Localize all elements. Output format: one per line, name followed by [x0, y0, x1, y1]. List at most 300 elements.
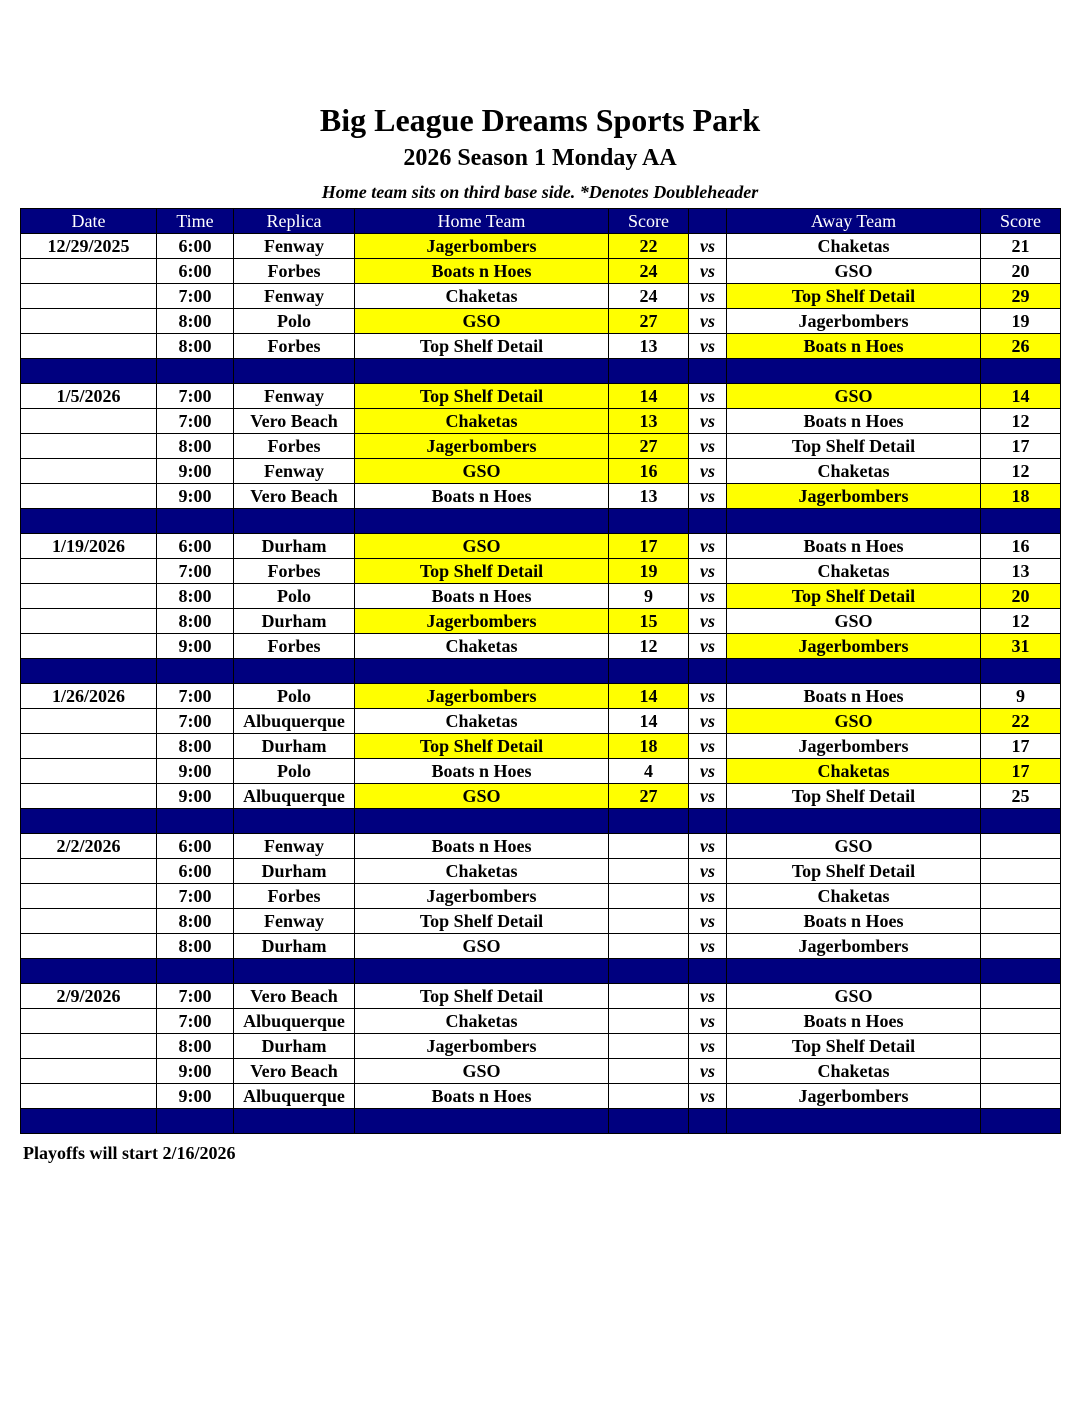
col-header-home-score: Score: [609, 209, 689, 234]
away-team: Jagerbombers: [727, 309, 981, 334]
game-time: 9:00: [157, 1059, 234, 1084]
away-score: 17: [981, 759, 1061, 784]
game-date: [21, 1059, 157, 1084]
schedule-table: [20, 208, 1061, 1134]
game-date: 1/26/2026: [21, 684, 157, 709]
season-subtitle: 2026 Season 1 Monday AA: [403, 145, 677, 171]
schedule-note: Home team sits on third base side. *Denotes Doubleheader: [321, 182, 759, 202]
game-time: 8:00: [157, 734, 234, 759]
game-row: [21, 684, 1061, 709]
home-team: Jagerbombers: [355, 609, 609, 634]
away-team: GSO: [727, 709, 981, 734]
away-team: Boats n Hoes: [727, 684, 981, 709]
game-date: [21, 784, 157, 809]
vs-label: vs: [689, 384, 727, 409]
game-date: [21, 1084, 157, 1109]
game-field: Vero Beach: [234, 409, 355, 434]
vs-label: vs: [689, 834, 727, 859]
game-field: Fenway: [234, 384, 355, 409]
separator-cell: [21, 959, 157, 984]
home-score: 22: [609, 234, 689, 259]
home-team: Boats n Hoes: [355, 584, 609, 609]
away-team: GSO: [727, 834, 981, 859]
separator-cell: [609, 509, 689, 534]
col-header-away-team: Away Team: [727, 209, 981, 234]
game-field: Albuquerque: [234, 784, 355, 809]
game-field: Durham: [234, 609, 355, 634]
separator-cell: [355, 359, 609, 384]
game-field: Vero Beach: [234, 484, 355, 509]
game-date: 1/5/2026: [21, 384, 157, 409]
separator-cell: [157, 359, 234, 384]
away-team: GSO: [727, 984, 981, 1009]
vs-label: vs: [689, 884, 727, 909]
separator-cell: [21, 509, 157, 534]
game-row: [21, 459, 1061, 484]
game-field: Polo: [234, 759, 355, 784]
vs-label: vs: [689, 784, 727, 809]
game-date: [21, 859, 157, 884]
separator-cell: [157, 809, 234, 834]
game-field: Polo: [234, 684, 355, 709]
separator-cell: [234, 509, 355, 534]
separator-cell: [981, 359, 1061, 384]
game-date: [21, 434, 157, 459]
game-time: 7:00: [157, 709, 234, 734]
game-time: 8:00: [157, 934, 234, 959]
separator-cell: [157, 1109, 234, 1134]
home-team: Jagerbombers: [355, 1034, 609, 1059]
week-separator: [21, 509, 1061, 534]
game-field: Durham: [234, 934, 355, 959]
page-title: Big League Dreams Sports Park: [319, 102, 761, 138]
away-score: 12: [981, 459, 1061, 484]
game-time: 6:00: [157, 534, 234, 559]
game-time: 9:00: [157, 784, 234, 809]
home-team: Boats n Hoes: [355, 834, 609, 859]
home-team: Chaketas: [355, 409, 609, 434]
away-score: 9: [981, 684, 1061, 709]
home-score: 24: [609, 284, 689, 309]
away-team: Chaketas: [727, 234, 981, 259]
vs-label: vs: [689, 434, 727, 459]
game-date: 1/19/2026: [21, 534, 157, 559]
home-team: Top Shelf Detail: [355, 559, 609, 584]
away-score: [981, 859, 1061, 884]
game-field: Fenway: [234, 234, 355, 259]
col-header-replica: Replica: [234, 209, 355, 234]
home-team: Jagerbombers: [355, 434, 609, 459]
home-score: 12: [609, 634, 689, 659]
separator-cell: [355, 959, 609, 984]
game-date: [21, 609, 157, 634]
home-score: [609, 1034, 689, 1059]
home-team: Chaketas: [355, 284, 609, 309]
game-row: [21, 559, 1061, 584]
vs-label: vs: [689, 909, 727, 934]
game-date: [21, 709, 157, 734]
separator-cell: [234, 659, 355, 684]
separator-cell: [727, 659, 981, 684]
away-score: 17: [981, 734, 1061, 759]
away-score: [981, 909, 1061, 934]
away-team: Top Shelf Detail: [727, 284, 981, 309]
away-team: Chaketas: [727, 759, 981, 784]
col-header-time: Time: [157, 209, 234, 234]
away-score: 29: [981, 284, 1061, 309]
game-row: [21, 484, 1061, 509]
away-team: GSO: [727, 259, 981, 284]
home-team: GSO: [355, 1059, 609, 1084]
game-field: Vero Beach: [234, 1059, 355, 1084]
separator-cell: [981, 959, 1061, 984]
away-score: 20: [981, 259, 1061, 284]
game-time: 7:00: [157, 684, 234, 709]
game-time: 7:00: [157, 1009, 234, 1034]
away-team: GSO: [727, 609, 981, 634]
away-score: [981, 1059, 1061, 1084]
week-separator: [21, 809, 1061, 834]
away-score: 25: [981, 784, 1061, 809]
game-date: [21, 759, 157, 784]
home-score: 14: [609, 684, 689, 709]
vs-label: vs: [689, 534, 727, 559]
separator-cell: [981, 1109, 1061, 1134]
game-date: [21, 484, 157, 509]
separator-cell: [157, 659, 234, 684]
vs-label: vs: [689, 1084, 727, 1109]
separator-cell: [21, 359, 157, 384]
game-row: [21, 934, 1061, 959]
home-score: [609, 884, 689, 909]
home-score: [609, 1059, 689, 1084]
game-row: [21, 834, 1061, 859]
home-team: Jagerbombers: [355, 234, 609, 259]
game-row: [21, 384, 1061, 409]
away-team: Boats n Hoes: [727, 1009, 981, 1034]
separator-cell: [609, 659, 689, 684]
separator-cell: [689, 959, 727, 984]
separator-cell: [609, 809, 689, 834]
game-date: [21, 734, 157, 759]
separator-cell: [609, 1109, 689, 1134]
game-field: Fenway: [234, 909, 355, 934]
game-field: Durham: [234, 859, 355, 884]
away-score: 19: [981, 309, 1061, 334]
away-score: 26: [981, 334, 1061, 359]
vs-label: vs: [689, 284, 727, 309]
home-team: Boats n Hoes: [355, 259, 609, 284]
home-score: 15: [609, 609, 689, 634]
home-score: 27: [609, 434, 689, 459]
week-separator: [21, 359, 1061, 384]
away-score: 14: [981, 384, 1061, 409]
game-row: [21, 584, 1061, 609]
away-team: Chaketas: [727, 459, 981, 484]
game-row: [21, 309, 1061, 334]
game-row: [21, 884, 1061, 909]
separator-cell: [689, 1109, 727, 1134]
separator-cell: [727, 359, 981, 384]
game-field: Durham: [234, 734, 355, 759]
away-score: [981, 1084, 1061, 1109]
game-row: [21, 984, 1061, 1009]
game-field: Durham: [234, 534, 355, 559]
game-date: [21, 559, 157, 584]
vs-label: vs: [689, 1059, 727, 1084]
separator-cell: [689, 809, 727, 834]
week-separator: [21, 1109, 1061, 1134]
away-score: [981, 984, 1061, 1009]
away-team: Chaketas: [727, 884, 981, 909]
separator-cell: [689, 509, 727, 534]
game-time: 8:00: [157, 909, 234, 934]
game-field: Forbes: [234, 434, 355, 459]
away-team: Chaketas: [727, 1059, 981, 1084]
vs-label: vs: [689, 684, 727, 709]
vs-label: vs: [689, 1009, 727, 1034]
game-time: 9:00: [157, 759, 234, 784]
home-score: [609, 1084, 689, 1109]
vs-label: vs: [689, 609, 727, 634]
home-score: 9: [609, 584, 689, 609]
home-team: Boats n Hoes: [355, 484, 609, 509]
home-team: Jagerbombers: [355, 884, 609, 909]
home-score: 4: [609, 759, 689, 784]
home-score: 13: [609, 484, 689, 509]
game-field: Forbes: [234, 259, 355, 284]
game-time: 6:00: [157, 834, 234, 859]
away-team: Boats n Hoes: [727, 409, 981, 434]
separator-cell: [234, 1109, 355, 1134]
away-team: Jagerbombers: [727, 734, 981, 759]
game-row: [21, 784, 1061, 809]
home-team: GSO: [355, 309, 609, 334]
home-team: Chaketas: [355, 859, 609, 884]
away-score: 16: [981, 534, 1061, 559]
vs-label: vs: [689, 709, 727, 734]
game-row: [21, 409, 1061, 434]
game-time: 9:00: [157, 634, 234, 659]
game-field: Durham: [234, 1034, 355, 1059]
vs-label: vs: [689, 734, 727, 759]
game-date: [21, 409, 157, 434]
home-team: GSO: [355, 934, 609, 959]
home-team: GSO: [355, 784, 609, 809]
game-row: [21, 284, 1061, 309]
game-time: 8:00: [157, 334, 234, 359]
game-row: [21, 609, 1061, 634]
away-team: GSO: [727, 384, 981, 409]
game-row: [21, 859, 1061, 884]
separator-cell: [727, 1109, 981, 1134]
home-score: 18: [609, 734, 689, 759]
game-time: 9:00: [157, 459, 234, 484]
home-team: GSO: [355, 459, 609, 484]
away-team: Boats n Hoes: [727, 534, 981, 559]
game-row: [21, 534, 1061, 559]
separator-cell: [21, 1109, 157, 1134]
away-team: Jagerbombers: [727, 1084, 981, 1109]
home-score: 16: [609, 459, 689, 484]
vs-label: vs: [689, 334, 727, 359]
home-score: [609, 834, 689, 859]
vs-label: vs: [689, 759, 727, 784]
game-time: 8:00: [157, 609, 234, 634]
away-team: Jagerbombers: [727, 634, 981, 659]
away-score: [981, 884, 1061, 909]
game-time: 7:00: [157, 284, 234, 309]
home-team: Chaketas: [355, 1009, 609, 1034]
game-row: [21, 909, 1061, 934]
game-field: Fenway: [234, 834, 355, 859]
vs-label: vs: [689, 309, 727, 334]
home-score: [609, 909, 689, 934]
separator-cell: [234, 809, 355, 834]
game-date: [21, 634, 157, 659]
game-time: 6:00: [157, 859, 234, 884]
game-field: Polo: [234, 584, 355, 609]
vs-label: vs: [689, 559, 727, 584]
separator-cell: [609, 359, 689, 384]
separator-cell: [234, 359, 355, 384]
game-row: [21, 234, 1061, 259]
game-row: [21, 434, 1061, 459]
col-header-home-team: Home Team: [355, 209, 609, 234]
game-time: 9:00: [157, 484, 234, 509]
away-score: 31: [981, 634, 1061, 659]
col-header-away-score: Score: [981, 209, 1061, 234]
home-team: Top Shelf Detail: [355, 734, 609, 759]
separator-cell: [234, 959, 355, 984]
game-date: [21, 284, 157, 309]
game-time: 7:00: [157, 384, 234, 409]
away-team: Top Shelf Detail: [727, 434, 981, 459]
game-time: 7:00: [157, 884, 234, 909]
away-team: Boats n Hoes: [727, 909, 981, 934]
away-team: Chaketas: [727, 559, 981, 584]
game-time: 8:00: [157, 584, 234, 609]
home-score: 27: [609, 784, 689, 809]
game-time: 6:00: [157, 234, 234, 259]
col-header-date: Date: [21, 209, 157, 234]
away-team: Top Shelf Detail: [727, 784, 981, 809]
separator-cell: [689, 359, 727, 384]
separator-cell: [981, 809, 1061, 834]
separator-cell: [157, 509, 234, 534]
separator-cell: [355, 1109, 609, 1134]
away-score: 12: [981, 609, 1061, 634]
away-team: Top Shelf Detail: [727, 859, 981, 884]
game-time: 6:00: [157, 259, 234, 284]
home-team: GSO: [355, 534, 609, 559]
game-field: Albuquerque: [234, 1084, 355, 1109]
game-time: 8:00: [157, 434, 234, 459]
vs-label: vs: [689, 484, 727, 509]
away-score: [981, 934, 1061, 959]
home-score: [609, 859, 689, 884]
home-team: Top Shelf Detail: [355, 384, 609, 409]
vs-label: vs: [689, 459, 727, 484]
vs-label: vs: [689, 234, 727, 259]
home-team: Boats n Hoes: [355, 759, 609, 784]
away-score: [981, 1009, 1061, 1034]
vs-label: vs: [689, 409, 727, 434]
away-score: 17: [981, 434, 1061, 459]
away-team: Jagerbombers: [727, 934, 981, 959]
away-team: Top Shelf Detail: [727, 1034, 981, 1059]
separator-cell: [727, 509, 981, 534]
separator-cell: [21, 659, 157, 684]
week-separator: [21, 959, 1061, 984]
col-header-vs: [689, 209, 727, 234]
game-field: Fenway: [234, 284, 355, 309]
home-team: Jagerbombers: [355, 684, 609, 709]
game-row: [21, 1084, 1061, 1109]
game-date: [21, 334, 157, 359]
game-field: Vero Beach: [234, 984, 355, 1009]
away-team: Top Shelf Detail: [727, 584, 981, 609]
game-time: 7:00: [157, 559, 234, 584]
vs-label: vs: [689, 634, 727, 659]
game-field: Polo: [234, 309, 355, 334]
away-score: [981, 1034, 1061, 1059]
home-team: Boats n Hoes: [355, 1084, 609, 1109]
game-time: 7:00: [157, 409, 234, 434]
game-row: [21, 634, 1061, 659]
vs-label: vs: [689, 984, 727, 1009]
game-time: 9:00: [157, 1084, 234, 1109]
game-field: Albuquerque: [234, 709, 355, 734]
separator-cell: [355, 509, 609, 534]
game-row: [21, 259, 1061, 284]
separator-cell: [981, 509, 1061, 534]
game-row: [21, 709, 1061, 734]
game-date: [21, 259, 157, 284]
game-date: [21, 459, 157, 484]
away-score: [981, 834, 1061, 859]
home-team: Chaketas: [355, 709, 609, 734]
away-score: 21: [981, 234, 1061, 259]
vs-label: vs: [689, 584, 727, 609]
game-date: 2/2/2026: [21, 834, 157, 859]
game-date: [21, 1009, 157, 1034]
vs-label: vs: [689, 259, 727, 284]
away-score: 12: [981, 409, 1061, 434]
game-field: Fenway: [234, 459, 355, 484]
game-date: 2/9/2026: [21, 984, 157, 1009]
game-date: [21, 934, 157, 959]
vs-label: vs: [689, 1034, 727, 1059]
separator-cell: [355, 809, 609, 834]
home-score: [609, 984, 689, 1009]
game-field: Forbes: [234, 884, 355, 909]
game-row: [21, 734, 1061, 759]
home-team: Top Shelf Detail: [355, 984, 609, 1009]
home-score: 27: [609, 309, 689, 334]
playoffs-note: Playoffs will start 2/16/2026: [23, 1143, 236, 1163]
game-date: [21, 884, 157, 909]
week-separator: [21, 659, 1061, 684]
separator-cell: [355, 659, 609, 684]
home-score: 13: [609, 334, 689, 359]
game-time: 7:00: [157, 984, 234, 1009]
away-score: 20: [981, 584, 1061, 609]
game-field: Albuquerque: [234, 1009, 355, 1034]
separator-cell: [21, 809, 157, 834]
game-row: [21, 1059, 1061, 1084]
schedule-body: [21, 234, 1061, 1134]
